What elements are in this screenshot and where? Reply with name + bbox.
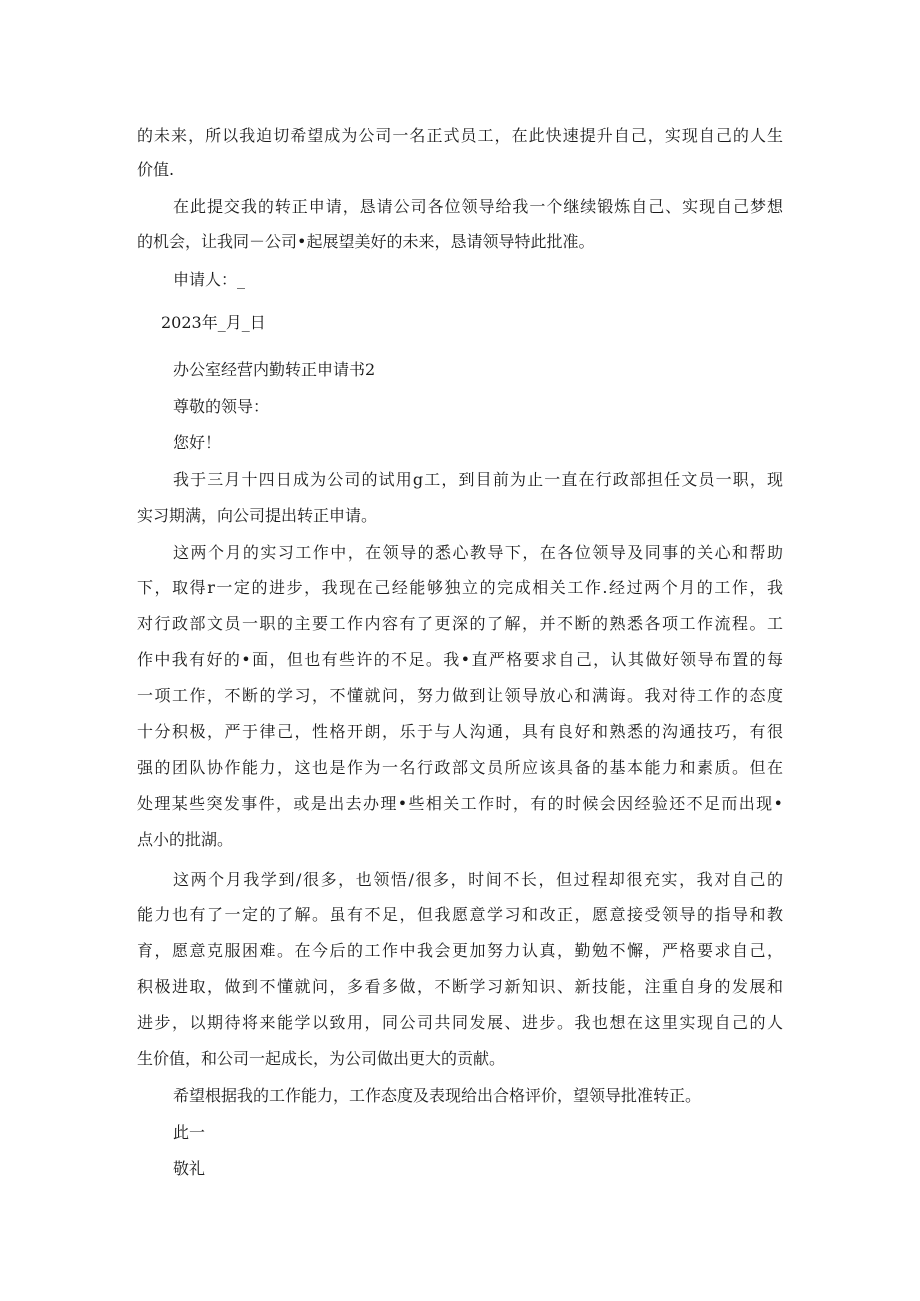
paragraph-5-line-5: 进步，以期待将来能学以致用，同公司共同发展、进步。我也想在这里实现自己的人 [137,1013,783,1032]
paragraph-5-line-6: 生价值，和公司一起成长，为公司做出更大的贡献。 [137,1049,506,1068]
date-line: 2023年_月_日 [161,313,266,332]
closing-line-2: 敬礼 [173,1159,206,1178]
paragraph-4-line-1: 这两个月的实习工作中，在领导的悉心教导下，在各位领导及同事的关心和帮助 [173,543,783,562]
greeting: 您好！ [173,433,222,452]
paragraph-4-line-2: 下，取得r一定的进步，我现在己经能够独立的完成相关工作.经过两个月的工作，我 [137,578,783,597]
paragraph-4-line-9: 点小的批湖。 [137,830,234,849]
closing-line-1: 此一 [173,1123,206,1142]
paragraph-4-line-8: 处理某些突发事件，或是出去办理•些相关工作时，有的时候会因经验还不足而出现• [137,794,783,813]
paragraph-4-line-4: 作中我有好的•面，但也有些许的不足。我•直严格要求自己，认其做好领导布置的每 [137,650,783,669]
paragraph-1-line-2: 价值. [137,160,175,179]
paragraph-5-line-2: 能力也有了一定的了解。虽有不足，但我愿意学习和改正，愿意接受领导的指导和教 [137,905,783,924]
paragraph-1-line-1: 的未来，所以我迫切希望成为公司一名正式员工，在此快速提升自己，实现自己的人生 [137,126,783,145]
paragraph-5-line-3: 育，愿意克服困难。在今后的工作中我会更加努力认真，勤勉不懈，严格要求自己， [137,941,783,960]
paragraph-6: 希望根据我的工作能力，工作态度及表现给出合格评价，望领导批准转正。 [173,1086,702,1105]
paragraph-5-line-1: 这两个月我学到/很多，也领悟/很多，时间不长，但过程却很充实，我对自己的 [173,870,783,889]
paragraph-2-line-2: 的机会，让我同－公司•起展望美好的未来，恳请领导特此批准。 [137,232,595,251]
paragraph-5-line-4: 积极进取，做到不懂就问，多看多做，不断学习新知识、新技能，注重自身的发展和 [137,977,783,996]
paragraph-4-line-6: 十分积极，严于律己，性格开朗，乐于与人沟通，具有良好和熟悉的沟通技巧，有很 [137,722,783,741]
salutation: 尊敬的领导： [173,397,270,416]
paragraph-4-line-7: 强的团队协作能力，这也是作为一名行政部文员所应该具备的基本能力和素质。但在 [137,758,783,777]
paragraph-4-line-3: 对行政部文员一职的主要工作内容有了更深的了解，并不断的熟悉各项工作流程。工 [137,614,783,633]
paragraph-3-line-1: 我于三月十四日成为公司的试用g工，到目前为止一直在行政部担任文员一职，现 [173,470,783,489]
applicant-line: 申请人：_ [173,270,246,289]
paragraph-4-line-5: 一项工作，不断的学习，不懂就问，努力做到让领导放心和满诲。我对待工作的态度 [137,686,783,705]
paragraph-3-line-2: 实习期满，向公司提出转正申请。 [137,506,378,525]
document-title: 办公室经营内勤转正申请书2 [173,360,376,379]
paragraph-2-line-1: 在此提交我的转正申请，恳请公司各位领导给我一个继续锻炼自己、实现自己梦想 [173,197,783,216]
